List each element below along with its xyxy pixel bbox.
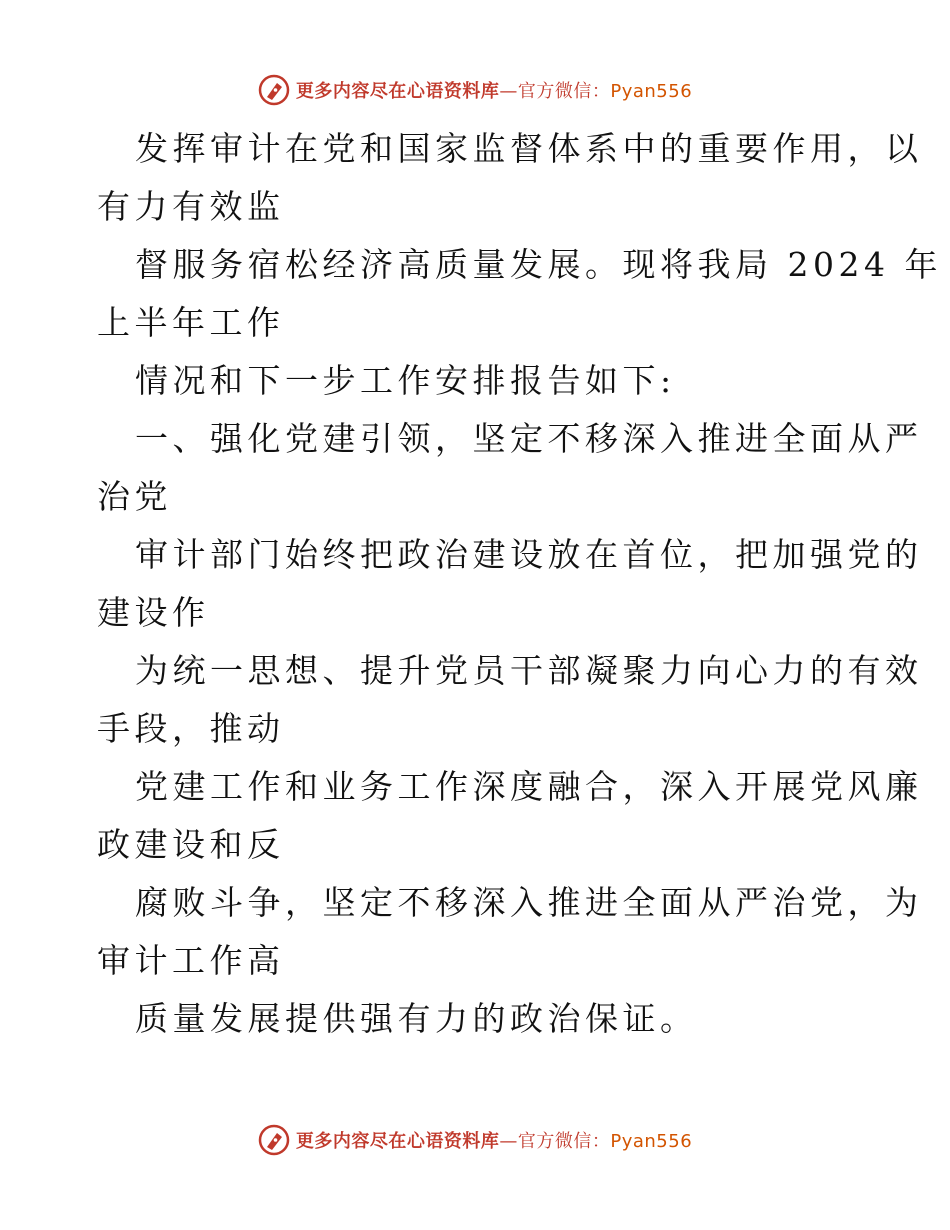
text-line: 情况和下一步工作安排报告如下: xyxy=(135,361,676,400)
text-line: 发挥审计在党和国家监督体系中的重要作用，以 xyxy=(135,129,923,168)
text-line: 审计工作高 xyxy=(97,941,285,980)
text-line: 有力有效监 xyxy=(97,187,285,226)
watermark-text xyxy=(296,1127,692,1153)
watermark-sub: 官方微信： xyxy=(517,1131,611,1152)
watermark-dash: — xyxy=(499,1131,518,1152)
text-line: 政建设和反 xyxy=(97,825,285,864)
watermark-main: 更多内容尽在心语资料库 xyxy=(295,1131,500,1152)
text-line: 审计部门始终把政治建设放在首位，把加强党的 xyxy=(135,535,923,574)
pen-nib-logo-icon xyxy=(258,74,290,106)
text-line: 一、强化党建引领，坚定不移深入推进全面从严 xyxy=(135,419,923,458)
watermark-sub: 官方微信： xyxy=(517,81,611,102)
document-body xyxy=(97,120,942,1048)
text-line: 上半年工作 xyxy=(97,303,285,342)
pen-nib-logo-icon xyxy=(258,1124,290,1156)
footer-watermark xyxy=(0,1120,950,1160)
text-line: 质量发展提供强有力的政治保证。 xyxy=(135,999,698,1038)
text-line: 腐败斗争，坚定不移深入推进全面从严治党，为 xyxy=(135,883,923,922)
header-watermark xyxy=(0,70,950,110)
text-line: 党建工作和业务工作深度融合，深入开展党风廉 xyxy=(135,767,923,806)
watermark-dash: — xyxy=(499,81,518,102)
text-line: 督服务宿松经济高质量发展。现将我局 2024 年 xyxy=(135,245,942,284)
watermark-main: 更多内容尽在心语资料库 xyxy=(295,81,500,102)
text-line: 手段，推动 xyxy=(97,709,285,748)
text-line: 为统一思想、提升党员干部凝聚力向心力的有效 xyxy=(135,651,923,690)
text-line: 治党 xyxy=(97,477,172,516)
text-line: 建设作 xyxy=(97,593,210,632)
watermark-id: Pyan556 xyxy=(610,1131,693,1152)
watermark-text xyxy=(296,77,692,103)
watermark-id: Pyan556 xyxy=(610,81,693,102)
